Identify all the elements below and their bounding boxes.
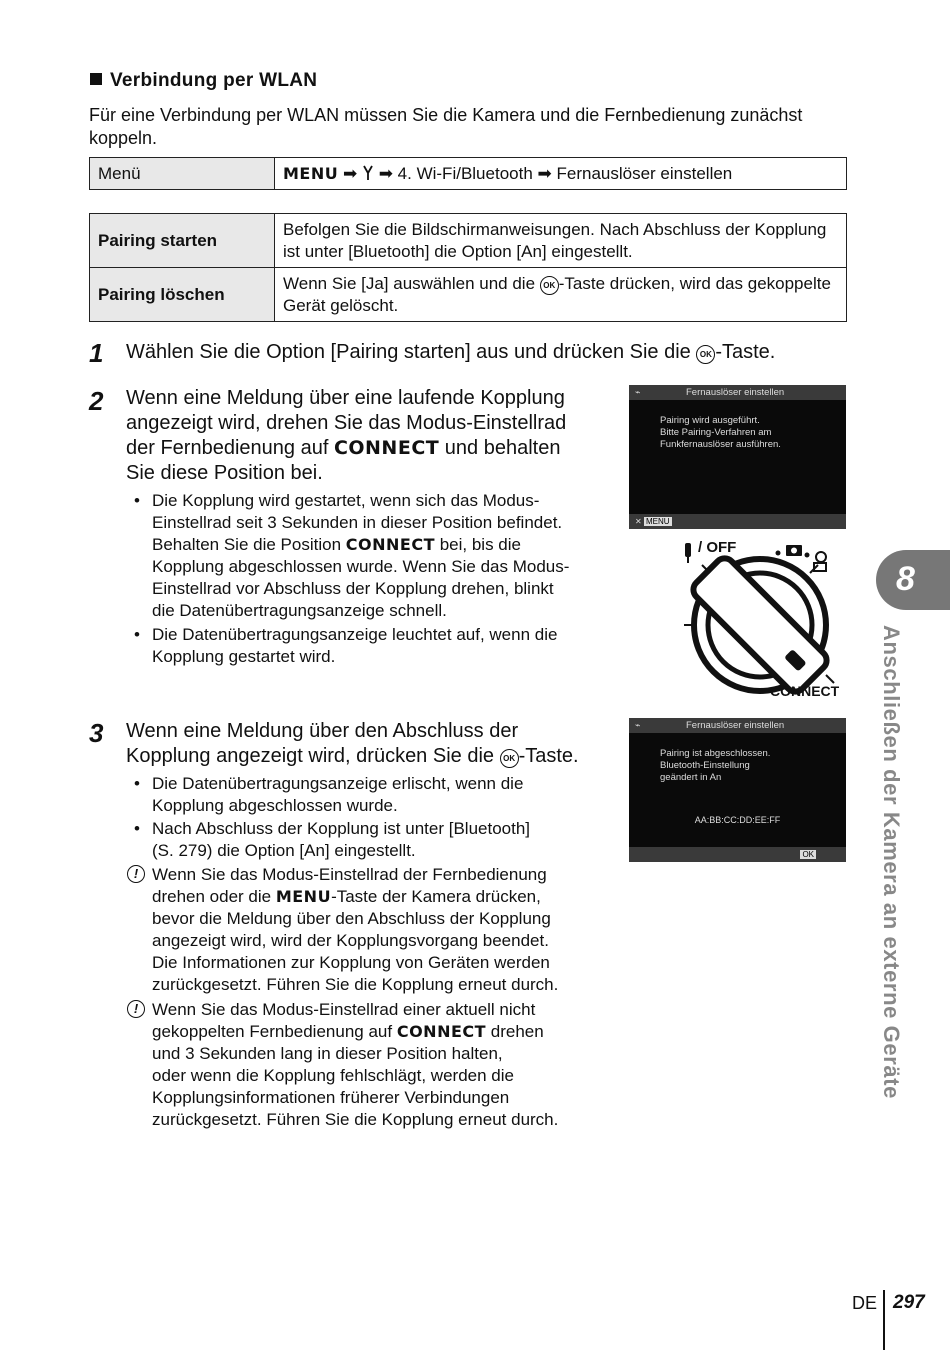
mac-address: AA:BB:CC:DD:EE:FF (694, 815, 781, 825)
mode-dial-illustration (670, 535, 850, 705)
warning-icon: ! (127, 865, 145, 883)
wrench-icon (362, 165, 374, 181)
intro-text: Für eine Verbindung per WLAN müssen Sie die Kamera und die Fernbedienung zunächst koppeln. (89, 105, 803, 148)
step-text: Wenn eine Meldung über den Abschluss der Kopplung angezeigt wird, drücken Sie die OK -Taste. (126, 720, 579, 767)
footer-language: DE (852, 1293, 878, 1313)
screen-footer: OK (629, 847, 846, 862)
bullet-item: • Die Datenübertragungsanzeige erlischt, wenn die Kopplung abgeschlossen wurde. (134, 774, 524, 815)
bullet-item: • Nach Abschluss der Kopplung ist unter [Bluetooth] (S. 279) die Option [An] eingestellt. (134, 819, 531, 860)
camera-screen-complete: ⌁ Fernauslöser einstellen Pairing ist abgeschlossen. Bluetooth-Einstellung geändert in An AA:BB:CC:DD:EE:FF OK (629, 718, 846, 862)
screen-title-bar: ⌁ Fernauslöser einstellen (629, 718, 846, 733)
bullet-item: • Die Kopplung wird gestartet, wenn sich das Modus- Einstellrad seit 3 Sekunden in dieser Position befindet. Behalten Sie die Position CONNECT bei, bis die Kopplung abgeschlossen wurde. Wenn Sie das Modus- Einstellrad vor Abschluss der Kopplung drehen, blinkt die Datenübertragungsanzeige schnell. (134, 491, 570, 620)
close-icon: ✕ (635, 517, 642, 526)
ok-button-icon: OK (500, 749, 519, 768)
square-bullet-icon (90, 73, 102, 85)
step-number: 3 (89, 718, 104, 748)
step-number: 1 (89, 338, 104, 368)
step-number: 2 (89, 386, 104, 416)
arrow-right-icon: ➡ (378, 163, 393, 183)
menu-label: Menü (90, 158, 275, 190)
footer-divider (883, 1290, 885, 1350)
dial-off-label: / OFF (698, 539, 737, 556)
warning-note: ! Wenn Sie das Modus-Einstellrad der Fernbedienung drehen oder die MENU-Taste der Kamera drücken, bevor die Meldung über den Abschluss der Kopplung angezeigt wird, wird der Kopplungsvorgang beendet. Die Informationen zur Kopplung von Geräten werden zurückgesetzt. Führen Sie die Kopplung erneut durch. (152, 864, 622, 996)
step-text: Wenn eine Meldung über eine laufende Kopplung angezeigt wird, drehen Sie das Modus-Einstellrad der Fernbedienung auf CONNECT und behalten Sie diese Position bei. (126, 387, 567, 484)
step-text: Wählen Sie die Option [Pairing starten] aus und drücken Sie die OK -Taste. (126, 341, 776, 363)
option-name: Pairing löschen (90, 268, 275, 322)
pairing-options-table (89, 213, 847, 322)
screen-title-bar: ⌁ Fernauslöser einstellen (629, 385, 846, 400)
camera-screen-pairing: ⌁ Fernauslöser einstellen Pairing wird ausgeführt. Bitte Pairing-Verfahren am Funkfernauslöser ausführen. ✕ MENU (629, 385, 846, 529)
warning-note: ! Wenn Sie das Modus-Einstellrad einer aktuell nicht gekoppelten Fernbedienung auf CONNECT drehen und 3 Sekunden lang in dieser Position halten, oder wenn die Kopplung fehlschlägt, werden die Kopplungsinformationen früherer Verbindungen zurückgesetzt. Führen Sie die Kopplung erneut durch. (152, 999, 622, 1131)
ok-button-icon: OK (540, 276, 559, 295)
option-name: Pairing starten (90, 214, 275, 268)
screen-footer: ✕ MENU (629, 514, 846, 529)
arrow-right-icon: ➡ (342, 163, 358, 183)
chapter-number: 8 (896, 560, 915, 598)
option-description: Wenn Sie [Ja] auswählen und die OK -Taste drücken, wird das gekoppelte Gerät gelöscht. (275, 268, 847, 322)
section-title: Verbindung per WLAN (90, 70, 317, 92)
chapter-title-vertical: Anschließen der Kamera an externe Geräte (879, 625, 904, 1099)
bullet-item: • Die Datenübertragungsanzeige leuchtet auf, wenn die Kopplung gestartet wird. (134, 625, 558, 666)
dial-connect-label: CONNECT (770, 683, 840, 699)
menu-path: MENU ➡ ➡ 4. Wi-Fi/Bluetooth ➡ Fernauslöser einstellen (275, 158, 847, 190)
warning-icon: ! (127, 1000, 145, 1018)
page-number: 297 (893, 1292, 925, 1313)
option-description: Befolgen Sie die Bildschirmanweisungen. Nach Abschluss der Kopplung ist unter [Bluetooth] die Option [An] eingestellt. (275, 214, 847, 268)
menu-path-table (89, 157, 847, 190)
ok-button-icon: OK (696, 345, 715, 364)
arrow-right-icon: ➡ (537, 163, 552, 183)
